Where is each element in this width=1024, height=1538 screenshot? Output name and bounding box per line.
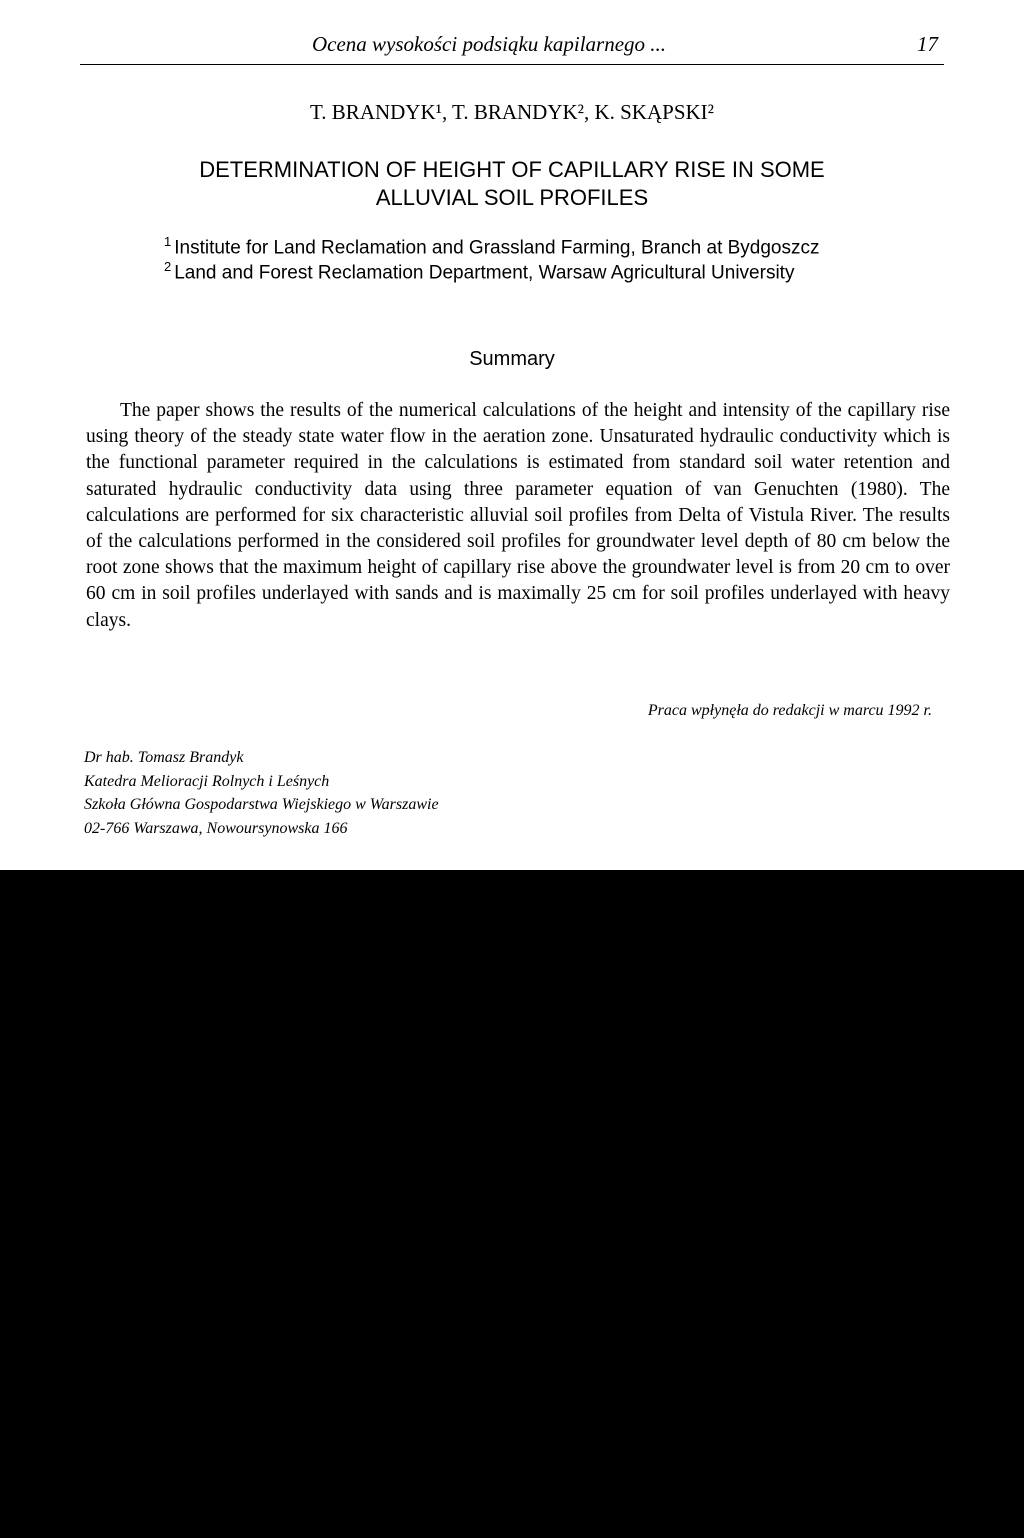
affiliation-text: Land and Forest Reclamation Department, Warsaw Agricultural University — [174, 262, 795, 284]
address-line: Dr hab. Tomasz Brandyk — [84, 749, 244, 766]
title-line-1: DETERMINATION OF HEIGHT OF CAPILLARY RISE IN SOME — [199, 157, 825, 182]
running-head — [80, 32, 944, 60]
header-rule — [80, 64, 944, 65]
affiliation-mark: 2 — [164, 259, 172, 274]
address-line: Katedra Melioracji Rolnych i Leśnych — [84, 772, 330, 790]
authors: T. BRANDYK¹, T. BRANDYK², K. SKĄPSKI² — [310, 100, 714, 124]
paper-title — [0, 156, 1024, 212]
summary-text: The paper shows the results of the numerical calculations of the height and intensity of the capillary rise using theory of the steady state water flow in the aeration zone. Unsaturated hydraulic conductivity which is the functional parameter required in the calculations is estimated from standard soil water retention and saturated hydraulic conductivity data using three parameter equation of van Genuchten (1980). The calculations are performed for six characteristic alluvial soil profiles from Delta of Vistula River. The results of the calculations performed in the considered soil profiles for groundwater level depth of 80 cm below the root zone shows that the maximum height of capillary rise above the groundwater level is from 20 cm to over 60 cm in soil profiles underlayed with sands and is maximally 25 cm for soil profiles underlayed with heavy clays. — [86, 400, 950, 631]
address-line: 02-766 Warszawa, Nowoursynowska 166 — [84, 819, 348, 837]
address-line: Szkoła Główna Gospodarstwa Wiejskiego w Warszawie — [84, 796, 439, 813]
summary-heading: Summary — [469, 348, 555, 370]
affiliation-text: Institute for Land Reclamation and Grassland Farming, Branch at Bydgoszcz — [174, 237, 820, 259]
title-line-2: ALLUVIAL SOIL PROFILES — [375, 185, 649, 210]
running-title: Ocena wysokości podsiąku kapilarnego ... — [312, 32, 667, 56]
affiliation-1 — [164, 234, 924, 259]
author-address — [84, 746, 439, 840]
received-note: Praca wpłynęła do redakcji w marcu 1992 r. — [647, 702, 932, 719]
affiliation-2 — [164, 259, 924, 284]
page-number: 17 — [917, 32, 938, 56]
affiliation-mark: 1 — [164, 234, 172, 249]
